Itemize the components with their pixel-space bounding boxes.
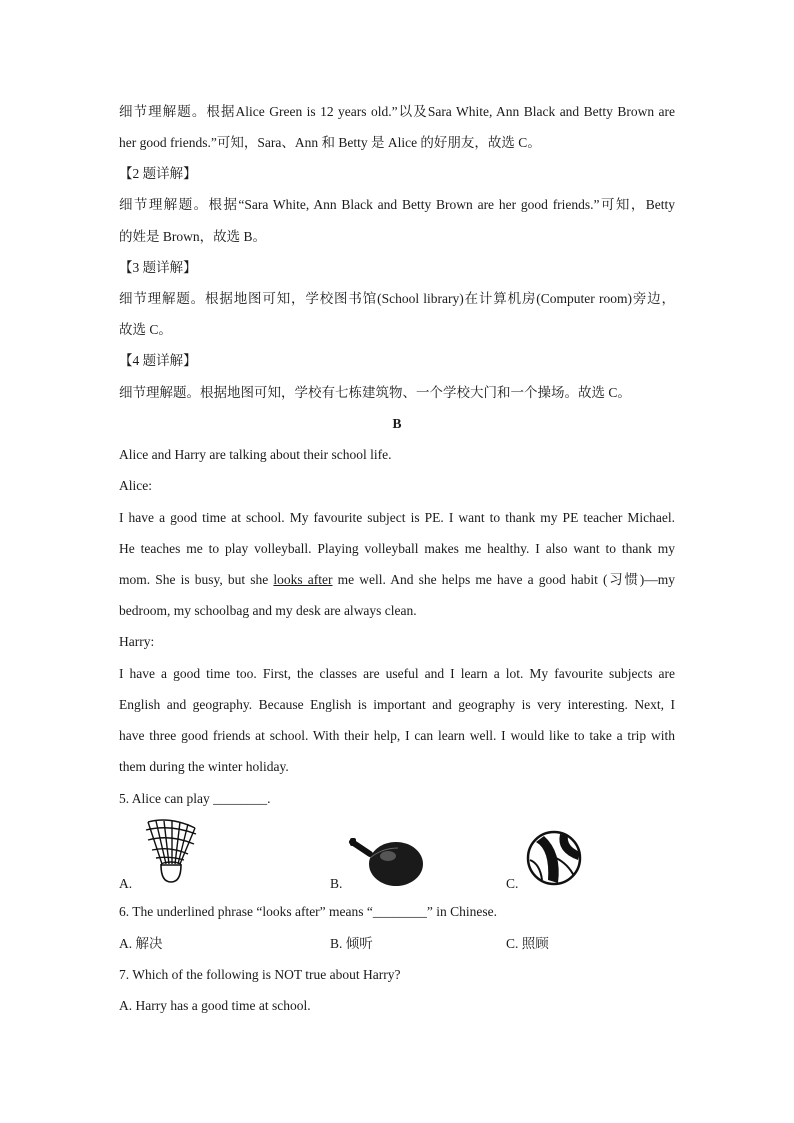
q1-explanation-line1: 细节理解题。根据Alice Green is 12 years old.”以及Sara White, Ann Black and Betty Brown are [119, 104, 675, 119]
q6-option-b: B. 倾听 [330, 936, 373, 951]
alice-line3-end: me well. And she helps me have a good habit (习惯)—my [332, 572, 675, 587]
alice-label: Alice: [119, 478, 152, 493]
alice-line4: bedroom, my schoolbag and my desk are always clean. [119, 603, 417, 618]
q6-option-c: C. 照顾 [506, 936, 549, 951]
q3-header: 【3 题详解】 [119, 260, 197, 275]
alice-line1: I have a good time at school. My favourite subject is PE. I want to thank my PE teacher Michael. [119, 510, 675, 525]
section-b-heading: B [392, 416, 402, 431]
q4-header: 【4 题详解】 [119, 353, 197, 368]
q1-explanation-line2: her good friends.”可知，Sara、Ann 和 Betty 是 Alice 的好朋友，故选 C。 [119, 135, 541, 150]
q4-explanation-line1: 细节理解题。根据地图可知，学校有七栋建筑物、一个学校大门和一个操场。故选 C。 [119, 385, 631, 400]
harry-line1: I have a good time too. First, the classes are useful and I learn a lot. My favourite subjects are [119, 666, 675, 681]
q3-explanation-line2: 故选 C。 [119, 322, 172, 337]
q5-option-c-label: C. [506, 876, 519, 891]
ping-pong-paddle-icon [348, 834, 426, 890]
harry-line2: English and geography. Because English is important and geography is very interesting. Next, I [119, 697, 675, 712]
q2-header: 【2 题详解】 [119, 166, 197, 181]
harry-line3: have three good friends at school. With their help, I can learn well. I would like to take a trip with [119, 728, 675, 743]
question-7: 7. Which of the following is NOT true about Harry? [119, 967, 401, 982]
q5-option-a-label: A. [119, 876, 133, 891]
alice-line3 [119, 570, 675, 590]
q3-explanation-line1: 细节理解题。根据地图可知，学校图书馆(School library)在计算机房(Computer room)旁边， [119, 291, 675, 306]
question-5: 5. Alice can play ________. [119, 791, 271, 806]
passage-intro: Alice and Harry are talking about their school life. [119, 447, 392, 462]
q5-option-b-label: B. [330, 876, 343, 891]
q7-option-a: A. Harry has a good time at school. [119, 998, 311, 1013]
question-6: 6. The underlined phrase “looks after” means “________” in Chinese. [119, 904, 498, 919]
harry-label: Harry: [119, 634, 155, 649]
q2-explanation-line1: 细节理解题。根据“Sara White, Ann Black and Betty Brown are her good friends.”可知，Betty [119, 197, 675, 212]
badminton-shuttlecock-icon [142, 818, 198, 888]
volleyball-icon [526, 830, 582, 886]
q6-option-a: A. 解决 [119, 936, 163, 951]
alice-line3-start: mom. She is busy, but she [119, 572, 274, 587]
underlined-phrase: looks after [273, 572, 333, 587]
harry-line4: them during the winter holiday. [119, 759, 289, 774]
alice-line2: He teaches me to play volleyball. Playing volleyball makes me healthy. I also want to thank my [119, 541, 675, 556]
q2-explanation-line2: 的姓是 Brown，故选 B。 [119, 229, 267, 244]
